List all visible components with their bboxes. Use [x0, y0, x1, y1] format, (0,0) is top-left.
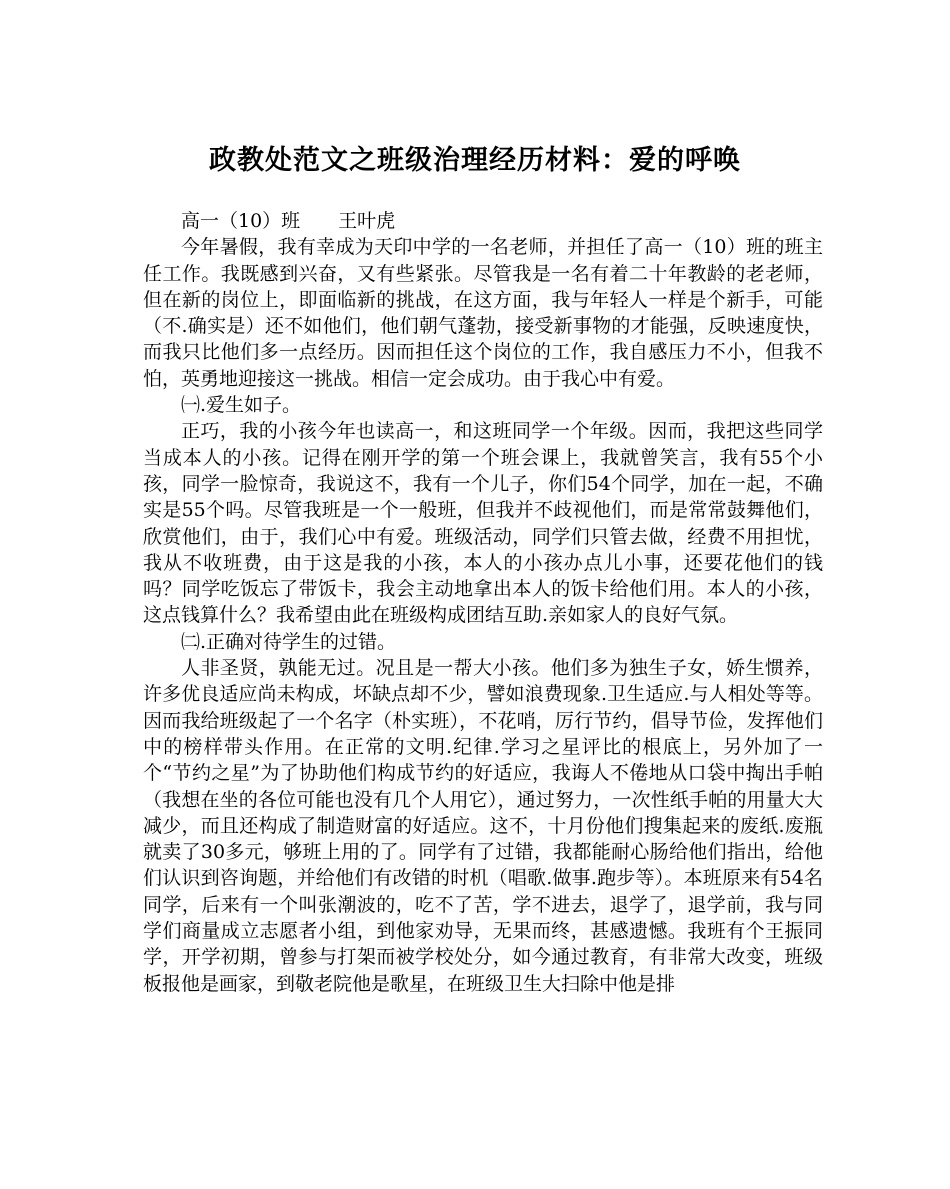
- document-body: [143, 208, 823, 997]
- author-line: 高一（10）班 王叶虎: [181, 210, 396, 232]
- section-heading-1: ㈠.爱生如子。: [181, 394, 302, 417]
- paragraph-intro: 今年暑假，我有幸成为天印中学的一名老师，并担任了高一（10）班的班主任工作。我既感到兴奋，又有些紧张。尽管我是一名有着二十年教龄的老老师，但在新的岗位上，即面临新的挑战，在这方面，我与年轻人一样是个新手，可能（不.确实是）还不如他们，他们朝气蓬勃，接受新事物的才能强，反映速度快，而我只比他们多一点经历。因而担任这个岗位的工作，我自感压力不小，但我不怕，英勇地迎接这一挑战。相信一定会成功。由于我心中有爱。: [143, 236, 823, 390]
- paragraph-section-2: 人非圣贤，孰能无过。况且是一帮大小孩。他们多为独生子女，娇生惯养，许多优良适应尚未构成，坏缺点却不少，譬如浪费现象.卫生适应.与人相处等等。因而我给班级起了一个名字（朴实班），不花哨，厉行节约，倡导节俭，发挥他们中的榜样带头作用。在正常的文明.纪律.学习之星评比的根底上，另外加了一个“节约之星”为了协助他们构成节约的好适应，我诲人不倦地从口袋中掏出手帕（我想在坐的各位可能也没有几个人用它），通过努力，一次性纸手帕的用量大大减少，而且还构成了制造财富的好适应。这不，十月份他们搜集起来的废纸.废瓶就卖了30多元，够班上用的了。同学有了过错，我都能耐心肠给他们指出，给他们认识到咨询题，并给他们有改错的时机（唱歌.做事.跑步等）。本班原来有54名同学，后来有一个叫张潮波的，吃不了苦，学不进去，退学了，退学前，我与同学们商量成立志愿者小组，到他家劝导，无果而终，甚感遗憾。我班有个王振同学，开学初期，曾参与打架而被学校处分，如今通过教育，有非常大改变，班级板报他是画家，到敬老院他是歌星，在班级卫生大扫除中他是排: [143, 657, 823, 995]
- document-title: 政教处范文之班级治理经历材料：爱的呼唤: [209, 145, 741, 176]
- section-heading-2: ㈡.正确对待学生的过错。: [181, 630, 397, 653]
- paragraph-section-1: 正巧，我的小孩今年也读高一，和这班同学一个年级。因而，我把这些同学当成本人的小孩。记得在刚开学的第一个班会课上，我就曾笑言，我有55个小孩，同学一脸惊奇，我说这不，我有一个儿子，你们54个同学，加在一起，不确实是55个吗。尽管我班是一个一般班，但我并不歧视他们，而是常常鼓舞他们，欣赏他们，由于，我们心中有爱。班级活动，同学们只管去做，经费不用担忧，我从不收班费，由于这是我的小孩，本人的小孩办点儿小事，还要花他们的钱吗？同学吃饭忘了带饭卡，我会主动地拿出本人的饭卡给他们用。本人的小孩，这点钱算什么？我希望由此在班级构成团结互助.亲如家人的良好气氛。: [143, 420, 823, 627]
